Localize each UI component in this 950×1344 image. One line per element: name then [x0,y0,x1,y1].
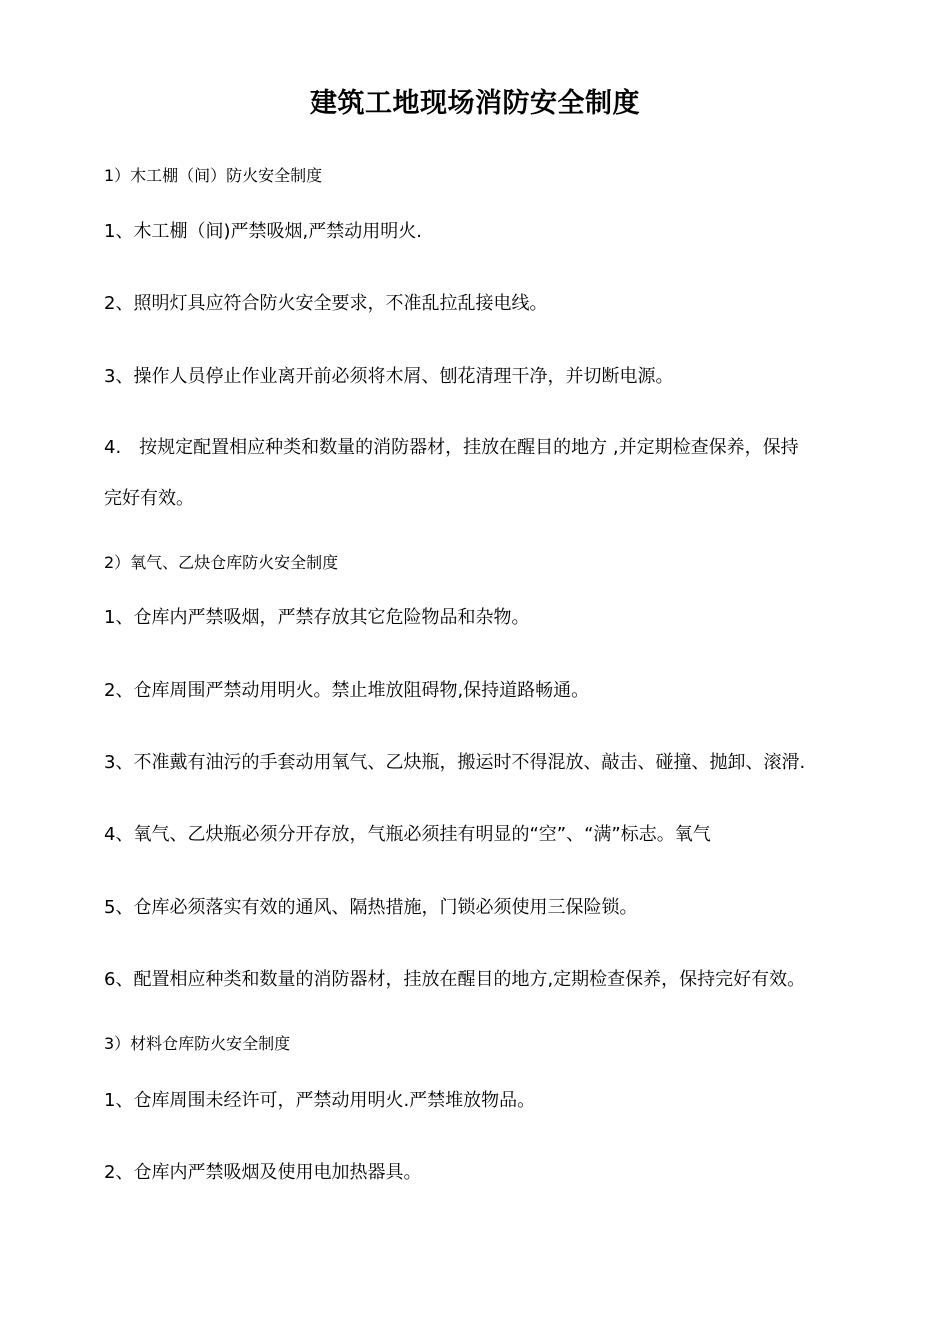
section-2-item-6: 6、配置相应种类和数量的消防器材，挂放在醒目的地方,定期检查保养，保持完好有效。 [104,969,806,990]
document-title: 建筑工地现场消防安全制度 [310,88,640,119]
section-3-item-2: 2、仓库内严禁吸烟及使用电加热器具。 [104,1162,422,1183]
section-2-item-5: 5、仓库必须落实有效的通风、隔热措施，门锁必须使用三保险锁。 [104,897,638,918]
section-1-item-1: 1、木工棚（间)严禁吸烟,严禁动用明火. [104,221,422,242]
section-1-item-4-continuation: 完好有效。 [104,488,194,509]
section-heading-3: 3）材料仓库防火安全制度 [104,1034,291,1053]
section-1-item-4: 4. 按规定配置相应种类和数量的消防器材，挂放在醒目的地方 ,并定期检查保养，保持 [104,437,799,458]
section-2-item-2: 2、仓库周围严禁动用明火。禁止堆放阻碍物,保持道路畅通。 [104,680,590,701]
section-2-item-3: 3、不准戴有油污的手套动用氧气、乙炔瓶，搬运时不得混放、敲击、碰撞、抛卸、滚滑. [104,752,806,773]
section-1-item-3: 3、操作人员停止作业离开前必须将木屑、刨花清理干净，并切断电源。 [104,366,674,387]
section-3-item-1: 1、仓库周围未经许可，严禁动用明火.严禁堆放物品。 [104,1090,536,1111]
section-2-item-1: 1、仓库内严禁吸烟，严禁存放其它危险物品和杂物。 [104,607,530,628]
section-1-item-2: 2、照明灯具应符合防火安全要求，不准乱拉乱接电线。 [104,293,548,314]
section-heading-1: 1）木工棚（间）防火安全制度 [104,166,323,185]
section-2-item-4: 4、氧气、乙炔瓶必须分开存放，气瓶必须挂有明显的“空”、“满”标志。氧气 [104,824,711,845]
section-heading-2: 2）氧气、乙炔仓库防火安全制度 [104,553,339,572]
